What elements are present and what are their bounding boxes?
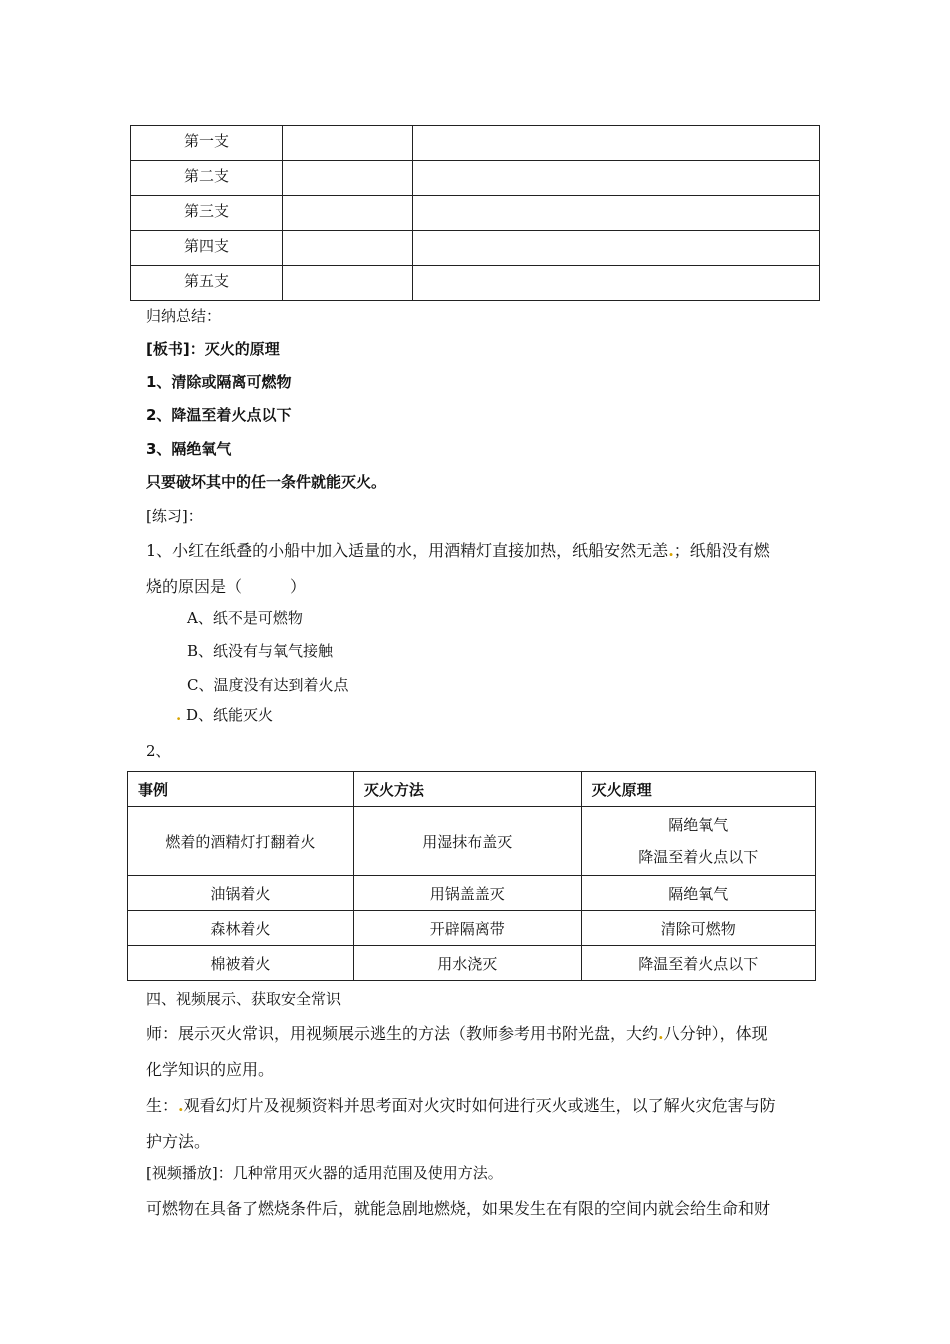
summary-label: 归纳总结：: [146, 307, 222, 325]
question-2-label: 2、: [146, 742, 171, 760]
table-cell: 用水浇灭: [353, 946, 581, 981]
table-cell: 第五支: [131, 266, 283, 301]
question-text: 1、小红在纸叠的小船中加入适量的水，用酒精灯直接加热，纸船安然无恙: [146, 541, 669, 560]
column-header: 事例: [128, 772, 354, 807]
table-cell: [413, 231, 820, 266]
table-row: [128, 807, 816, 876]
table-row: [131, 161, 820, 196]
table-cell: 开辟隔离带: [353, 911, 581, 946]
student-prefix: 生：: [146, 1096, 179, 1115]
table-cell: [283, 266, 413, 301]
option-b: B、纸没有与氧气接触: [187, 642, 334, 660]
table-cell: 油锅着火: [128, 876, 354, 911]
table-cell: [413, 126, 820, 161]
dot-marker-icon: .: [176, 706, 182, 724]
column-header: 灭火方法: [353, 772, 581, 807]
teacher-line: 化学知识的应用。: [146, 1060, 275, 1079]
student-text: 观看幻灯片及视频资料并思考面对火灾时如何进行灭火或逃生，以了解火灾危害与防: [183, 1096, 776, 1115]
question-1-line: [146, 538, 770, 561]
board-item: 2、降温至着火点以下: [146, 406, 292, 424]
question-1-line: 烧的原因是（ ）: [146, 577, 307, 596]
fire-extinguishing-table: [127, 771, 816, 981]
board-item: 3、隔绝氧气: [146, 440, 232, 458]
dot-marker-icon: .: [178, 1096, 184, 1115]
teacher-line: [146, 1021, 768, 1044]
dot-marker-icon: .: [658, 1024, 664, 1043]
student-line: 护方法。: [146, 1132, 211, 1151]
table-row: [128, 911, 816, 946]
table-cell: [413, 196, 820, 231]
table-cell: 用锅盖盖灭: [353, 876, 581, 911]
table-row: [128, 876, 816, 911]
exercise-label: [练习]：: [146, 507, 203, 525]
experiment-table: [130, 125, 820, 301]
table-row: [128, 946, 816, 981]
teacher-text: 师：展示灭火常识，用视频展示逃生的方法（教师参考用书附光盘，大约: [146, 1024, 659, 1043]
table-cell: [413, 161, 820, 196]
table-cell: 隔绝氧气: [581, 876, 815, 911]
teacher-text: 八分钟），体现: [663, 1024, 768, 1043]
student-line: [146, 1093, 776, 1116]
table-cell: 第四支: [131, 231, 283, 266]
table-cell: [283, 161, 413, 196]
column-header: 灭火原理: [581, 772, 815, 807]
principle-text: 隔绝氧气: [668, 816, 729, 834]
table-row: [131, 266, 820, 301]
question-text: ；纸船没有燃: [673, 541, 770, 560]
table-cell: 清除可燃物: [581, 911, 815, 946]
section-4-title: 四、视频展示、获取安全常识: [146, 990, 342, 1008]
table-cell: 棉被着火: [128, 946, 354, 981]
paragraph-line: 可燃物在具备了燃烧条件后，就能急剧地燃烧，如果发生在有限的空间内就会给生命和财: [146, 1199, 771, 1218]
table-row: [131, 196, 820, 231]
video-line: [视频播放]：几种常用灭火器的适用范围及使用方法。: [146, 1164, 503, 1182]
table-cell: [413, 266, 820, 301]
table-cell: 第一支: [131, 126, 283, 161]
board-title: [板书]：灭火的原理: [146, 340, 280, 358]
table-cell: 燃着的酒精灯打翻着火: [128, 807, 354, 876]
table-cell: [581, 807, 815, 876]
table-row: [131, 231, 820, 266]
dot-marker-icon: .: [668, 541, 674, 560]
table-cell: 森林着火: [128, 911, 354, 946]
table-cell: 第三支: [131, 196, 283, 231]
option-c: C、温度没有达到着火点: [187, 676, 349, 694]
board-conclusion: 只要破坏其中的任一条件就能灭火。: [146, 473, 387, 491]
principle-text: 降温至着火点以下: [638, 848, 759, 866]
table-cell: 用湿抹布盖灭: [353, 807, 581, 876]
table-cell: [283, 126, 413, 161]
option-a: A、纸不是可燃物: [187, 609, 303, 627]
table-cell: [283, 231, 413, 266]
table-cell: [283, 196, 413, 231]
option-d: [176, 704, 273, 725]
table-cell: 降温至着火点以下: [581, 946, 815, 981]
board-item: 1、清除或隔离可燃物: [146, 373, 292, 391]
table-cell: 第二支: [131, 161, 283, 196]
table-header-row: [128, 772, 816, 807]
option-text: D、纸能灭火: [186, 706, 274, 724]
table-row: [131, 126, 820, 161]
